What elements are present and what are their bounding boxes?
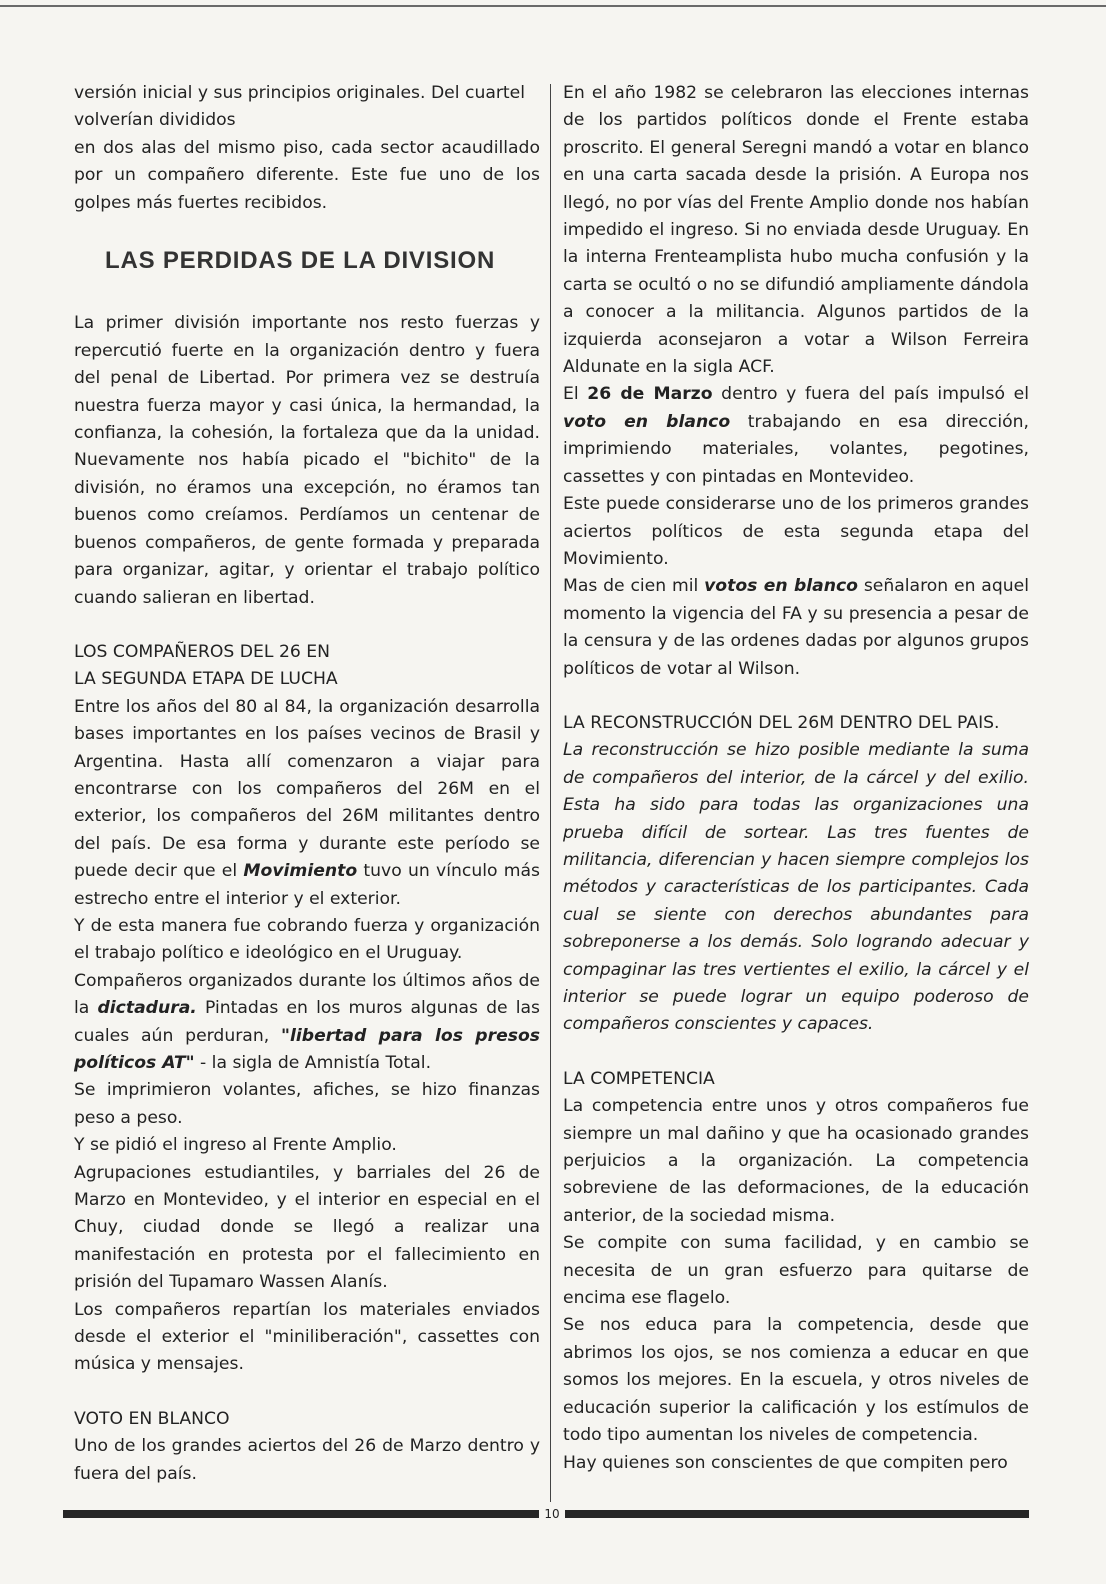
text-run: Compañeros organizados durante los últimos años de la bbox=[74, 970, 540, 1019]
emphasis: 26 de Marzo bbox=[587, 384, 713, 405]
paragraph: Hay quienes son conscientes de que compiten pero bbox=[563, 1452, 1008, 1473]
paragraph: versión inicial y sus principios originales. Del cuartel volverían divididos bbox=[74, 83, 526, 131]
text-run: dentro y fuera del país impulsó el bbox=[721, 384, 1029, 405]
paragraph: Y de esta manera fue cobrando fuerza y organización el trabajo político e ideológico en el Uruguay. bbox=[74, 915, 540, 964]
text-run: Pintadas en los muros algunas de las cuales aún perduran, bbox=[74, 998, 541, 1046]
paragraph: Los compañeros repartían los materiales enviados desde el exterior el "miniliberación", cassettes con música y mensajes. bbox=[74, 1299, 540, 1375]
text-run: - la sigla de Amnistía Total. bbox=[200, 1053, 432, 1073]
spacer bbox=[563, 683, 1029, 710]
paragraph: Se compite con suma facilidad, y en cambio se necesita de un gran esfuerzo para quitarse de encima ese flagelo. bbox=[563, 1233, 1029, 1309]
paragraph: La competencia entre unos y otros compañeros fue siempre un mal dañino y que ha ocasionado grandes perjuicios a la organización. La competencia sobreviene de las deformaciones, de la educación anterior, de la sociedad misma. bbox=[563, 1096, 1029, 1226]
subheading: LA RECONSTRUCCIÓN DEL 26M DENTRO DEL PAIS. bbox=[563, 712, 1000, 733]
paragraph bbox=[74, 968, 540, 1078]
text-run: Mas de cien mil bbox=[563, 576, 699, 597]
emphasis: Movimiento bbox=[243, 861, 358, 882]
emphasis: votos en blanco bbox=[704, 576, 858, 597]
emphasis: "libertad para los presos políticos AT" bbox=[74, 1025, 541, 1073]
paragraph: Este puede considerarse uno de los primeros grandes aciertos políticos de esta segunda etapa del Movimiento. bbox=[563, 494, 1029, 569]
paragraph bbox=[563, 573, 1029, 683]
top-rule bbox=[0, 5, 1106, 7]
subheading: LA COMPETENCIA bbox=[563, 1068, 715, 1089]
paragraph: Se imprimieron volantes, afiches, se hizo finanzas peso a peso. bbox=[74, 1080, 540, 1128]
subheading: VOTO EN BLANCO bbox=[74, 1408, 230, 1429]
text-run: El bbox=[563, 384, 579, 405]
right-column bbox=[563, 80, 1029, 1477]
subheading: LA SEGUNDA ETAPA DE LUCHA bbox=[74, 669, 338, 690]
paragraph: Uno de los grandes aciertos del 26 de Marzo dentro y fuera del país. bbox=[74, 1436, 540, 1484]
section-heading: LAS PERDIDAS DE LA DIVISION bbox=[105, 247, 496, 275]
paragraph: en dos alas del mismo piso, cada sector acaudillado por un compañero diferente. Este fue uno de los golpes más fuertes recibidos. bbox=[74, 137, 540, 213]
paragraph: Se nos educa para la competencia, desde que abrimos los ojos, se nos comienza a educar en que somos los mejores. En la escuela, y otros niveles de educación superior la calificación y los estímulos de todo tipo aumentan los niveles de competencia. bbox=[563, 1315, 1029, 1446]
paragraph bbox=[563, 381, 1029, 491]
subheading: LOS COMPAÑEROS DEL 26 EN bbox=[74, 641, 330, 662]
paragraph: Y se pidió el ingreso al Frente Amplio. bbox=[74, 1135, 397, 1156]
paragraph: La reconstrucción se hizo posible mediante la suma de compañeros del interior, de la cárcel y del exilio. Esta ha sido para todas las organizaciones una prueba difícil de sortear. Las tres fuentes de militancia, diferencian y hacen siempre complejos los métodos y características de los participantes. Cada cual se siente con derechos abundantes para sobreponerse a los demás. Solo logrando adecuar y compaginar las tres vertientes el exilio, la cárcel y el interior se puede lograr un equipo poderoso de compañeros conscientes y capaces. bbox=[563, 740, 1029, 1035]
paragraph: Agrupaciones estudiantiles, y barriales del 26 de Marzo en Montevideo, y el interior en especial en el Chuy, ciudad donde se llegó a realizar una manifestación en protesta por el fallecimiento en prisión del Tupamaro Wassen Alanís. bbox=[74, 1162, 540, 1293]
column-divider bbox=[550, 84, 551, 1502]
emphasis: dictadura. bbox=[97, 998, 197, 1019]
emphasis: voto en blanco bbox=[563, 411, 731, 432]
page-number: 10 bbox=[539, 1506, 565, 1522]
spacer bbox=[563, 1039, 1029, 1066]
paragraph: La primer división importante nos resto fuerzas y repercutió fuerte en la organización dentro y fuera del penal de Libertad. Por primera vez se destruía nuestra fuerza mayor y casi única, la hermandad, la confianza, la cohesión, la fortaleza que da la unidad. Nuevamente nos había picado el "bichito" de la división, no éramos una excepción, no éramos tan buenos como creíamos. Perdíamos un centenar de buenos compañeros, de gente formada y preparada para organizar, agitar, y orientar el trabajo político cuando salieran en libertad. bbox=[74, 313, 540, 608]
text-run: tuvo un vínculo más estrecho entre el interior y el exterior. bbox=[74, 861, 540, 909]
text-run: señalaron en aquel momento la vigencia del FA y su presencia a pesar de la censura y de las ordenes dadas por algunos grupos políticos de votar al Wilson. bbox=[563, 576, 1029, 679]
paragraph: En el año 1982 se celebraron las elecciones internas de los partidos políticos donde el Frente estaba proscrito. El general Seregni mandó a votar en blanco en una carta sacada desde la prisión. A Europa nos llegó, no por vías del Frente Amplio donde nos habían impedido el ingreso. Si no enviada desde Uruguay. En la interna Frenteamplista hubo mucha confusión y la carta se ocultó o no se difundió ampliamente dándola a conocer a la militancia. Algunos partidos de la izquierda aconsejaron a votar a Wilson Ferreira Aldunate en la sigla ACF. bbox=[563, 83, 1029, 378]
text-run: Entre los años del 80 al 84, la organización desarrolla bases importantes en los países vecinos de Brasil y Argentina. Hasta allí comenzaron a viajar para encontrarse con los compañeros del 26M en el exterior, los compañeros del 26M militantes dentro del país. De esa forma y durante este período se puede decir que el bbox=[74, 696, 540, 882]
left-column bbox=[74, 80, 540, 1488]
text-run: trabajando en esa dirección, imprimiendo materiales, volantes, pegotines, cassettes y con pintadas en Montevideo. bbox=[563, 411, 1029, 487]
paragraph bbox=[74, 694, 540, 913]
spacer bbox=[74, 1379, 540, 1406]
spacer bbox=[74, 612, 540, 639]
